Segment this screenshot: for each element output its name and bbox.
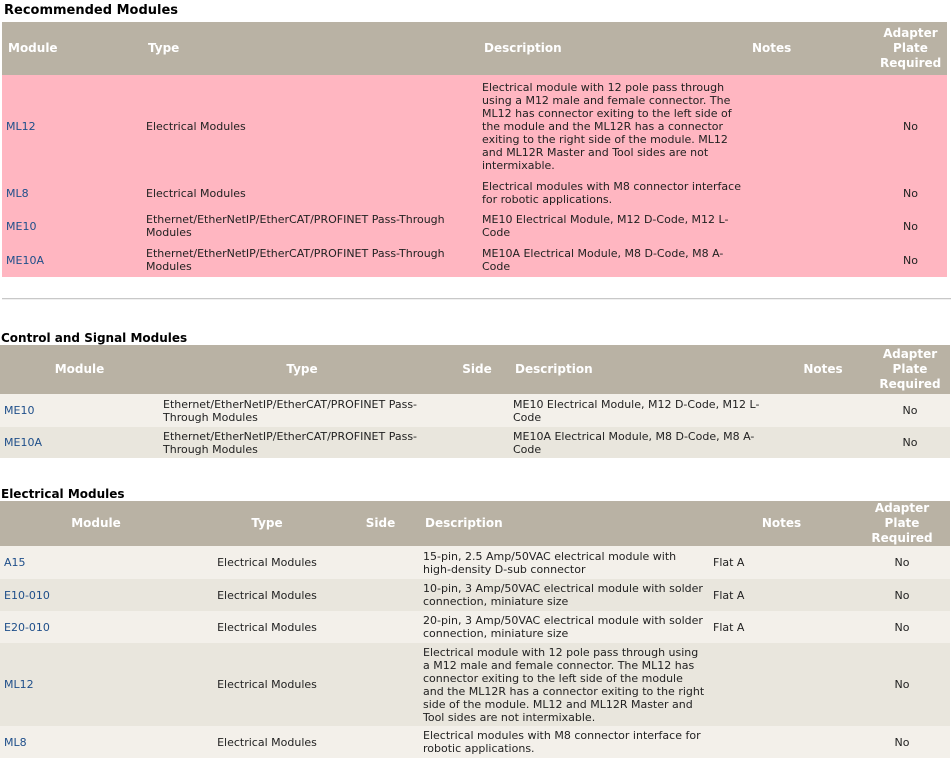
side-cell — [445, 427, 509, 458]
col-header-side[interactable]: Side — [445, 345, 509, 394]
description-cell: ME10A Electrical Module, M8 D-Code, M8 A-Code — [509, 427, 776, 458]
notes-cell — [709, 643, 854, 726]
table-row — [0, 611, 950, 643]
notes-cell — [776, 394, 870, 427]
recommended-table — [2, 22, 947, 277]
description-cell: ME10 Electrical Module, M12 D-Code, M12 L-Code — [509, 394, 776, 427]
section-divider — [2, 298, 951, 300]
module-link-me10[interactable]: ME10 — [4, 404, 35, 417]
type-cell: Electrical Modules — [192, 546, 342, 579]
notes-cell — [746, 75, 874, 177]
description-cell: 15-pin, 2.5 Amp/50VAC electrical module with high-density D-sub connector — [419, 546, 709, 579]
col-header-adapter[interactable]: Adapter Plate Required — [874, 22, 947, 75]
col-header-notes[interactable]: Notes — [776, 345, 870, 394]
side-cell — [342, 579, 419, 611]
type-cell: Ethernet/EtherNetIP/EtherCAT/PROFINET Pass-Through Modules — [159, 394, 445, 427]
table-row — [0, 427, 950, 458]
description-cell: 20-pin, 3 Amp/50VAC electrical module with solder connection, miniature size — [419, 611, 709, 643]
adapter-cell: No — [874, 209, 947, 243]
adapter-cell: No — [874, 75, 947, 177]
side-cell — [342, 643, 419, 726]
module-link-me10a[interactable]: ME10A — [6, 253, 44, 267]
notes-cell: Flat A — [709, 579, 854, 611]
table-row — [2, 209, 947, 243]
module-link-me10[interactable]: ME10 — [6, 219, 37, 233]
module-link-a15[interactable]: A15 — [4, 556, 26, 569]
control-section-title: Control and Signal Modules — [1, 331, 188, 345]
col-header-module[interactable]: Module — [0, 345, 159, 394]
table-row — [0, 546, 950, 579]
col-header-type[interactable]: Type — [159, 345, 445, 394]
electrical-section-title: Electrical Modules — [1, 487, 125, 501]
notes-cell — [746, 209, 874, 243]
description-cell: Electrical modules with M8 connector interface for robotic applications. — [478, 177, 746, 209]
type-cell: Electrical Modules — [192, 643, 342, 726]
adapter-cell: No — [874, 177, 947, 209]
electrical-header-row — [0, 501, 950, 546]
notes-cell — [746, 243, 874, 277]
col-header-type[interactable]: Type — [142, 22, 478, 75]
type-cell: Electrical Modules — [192, 726, 342, 758]
col-header-description[interactable]: Description — [478, 22, 746, 75]
description-cell: ME10A Electrical Module, M8 D-Code, M8 A-Code — [478, 243, 746, 277]
col-header-description[interactable]: Description — [509, 345, 776, 394]
table-row — [0, 579, 950, 611]
module-link-e20-010[interactable]: E20-010 — [4, 620, 50, 634]
module-link-e10-010[interactable]: E10-010 — [4, 588, 50, 602]
control-table — [0, 345, 950, 458]
table-row — [2, 177, 947, 209]
side-cell — [342, 611, 419, 643]
table-row — [0, 643, 950, 726]
col-header-module[interactable]: Module — [0, 501, 192, 546]
description-cell: Electrical module with 12 pole pass through using a M12 male and female connector. The ML12 has connector exiting to the left side of the module and the ML12R has a connector exiting to the right side of the module. ML12 and ML12R Master and Tool sides are not intermixable. — [478, 75, 746, 177]
type-cell: Electrical Modules — [192, 579, 342, 611]
notes-cell — [709, 726, 854, 758]
col-header-notes[interactable]: Notes — [709, 501, 854, 546]
type-cell: Ethernet/EtherNetIP/EtherCAT/PROFINET Pass-Through Modules — [142, 243, 478, 277]
notes-cell — [776, 427, 870, 458]
side-cell — [342, 546, 419, 579]
table-row — [2, 243, 947, 277]
electrical-table — [0, 501, 950, 758]
adapter-cell: No — [854, 546, 950, 579]
side-cell — [342, 726, 419, 758]
description-cell: ME10 Electrical Module, M12 D-Code, M12 L-Code — [478, 209, 746, 243]
table-row — [0, 726, 950, 758]
module-link-me10a[interactable]: ME10A — [4, 436, 42, 449]
adapter-cell: No — [870, 394, 950, 427]
col-header-adapter[interactable]: Adapter Plate Required — [870, 345, 950, 394]
col-header-type[interactable]: Type — [192, 501, 342, 546]
control-header-row — [0, 345, 950, 394]
adapter-cell: No — [870, 427, 950, 458]
notes-cell: Flat A — [709, 546, 854, 579]
table-row — [2, 75, 947, 177]
table-row — [0, 394, 950, 427]
adapter-cell: No — [854, 726, 950, 758]
recommended-section-title: Recommended Modules — [4, 3, 179, 18]
type-cell: Electrical Modules — [142, 177, 478, 209]
adapter-cell: No — [854, 611, 950, 643]
type-cell: Ethernet/EtherNetIP/EtherCAT/PROFINET Pass-Through Modules — [159, 427, 445, 458]
recommended-header-row — [2, 22, 947, 75]
module-link-ml8[interactable]: ML8 — [6, 186, 29, 200]
notes-cell — [746, 177, 874, 209]
notes-cell: Flat A — [709, 611, 854, 643]
col-header-module[interactable]: Module — [2, 22, 142, 75]
type-cell: Electrical Modules — [142, 75, 478, 177]
adapter-cell: No — [854, 643, 950, 726]
adapter-cell: No — [854, 579, 950, 611]
col-header-description[interactable]: Description — [419, 501, 709, 546]
description-cell: Electrical modules with M8 connector interface for robotic applications. — [419, 726, 709, 758]
module-link-ml8[interactable]: ML8 — [4, 735, 27, 749]
type-cell: Ethernet/EtherNetIP/EtherCAT/PROFINET Pass-Through Modules — [142, 209, 478, 243]
type-cell: Electrical Modules — [192, 611, 342, 643]
col-header-side[interactable]: Side — [342, 501, 419, 546]
col-header-adapter[interactable]: Adapter Plate Required — [854, 501, 950, 546]
description-cell: Electrical module with 12 pole pass through using a M12 male and female connector. The ML12 has connector exiting to the left side of the module and the ML12R has a connector exiting to the right side of the module. ML12 and ML12R Master and Tool sides are not intermixable. — [419, 643, 709, 726]
module-link-ml12[interactable]: ML12 — [6, 119, 36, 133]
module-link-ml12[interactable]: ML12 — [4, 678, 34, 691]
col-header-notes[interactable]: Notes — [746, 22, 874, 75]
description-cell: 10-pin, 3 Amp/50VAC electrical module with solder connection, miniature size — [419, 579, 709, 611]
side-cell — [445, 394, 509, 427]
adapter-cell: No — [874, 243, 947, 277]
